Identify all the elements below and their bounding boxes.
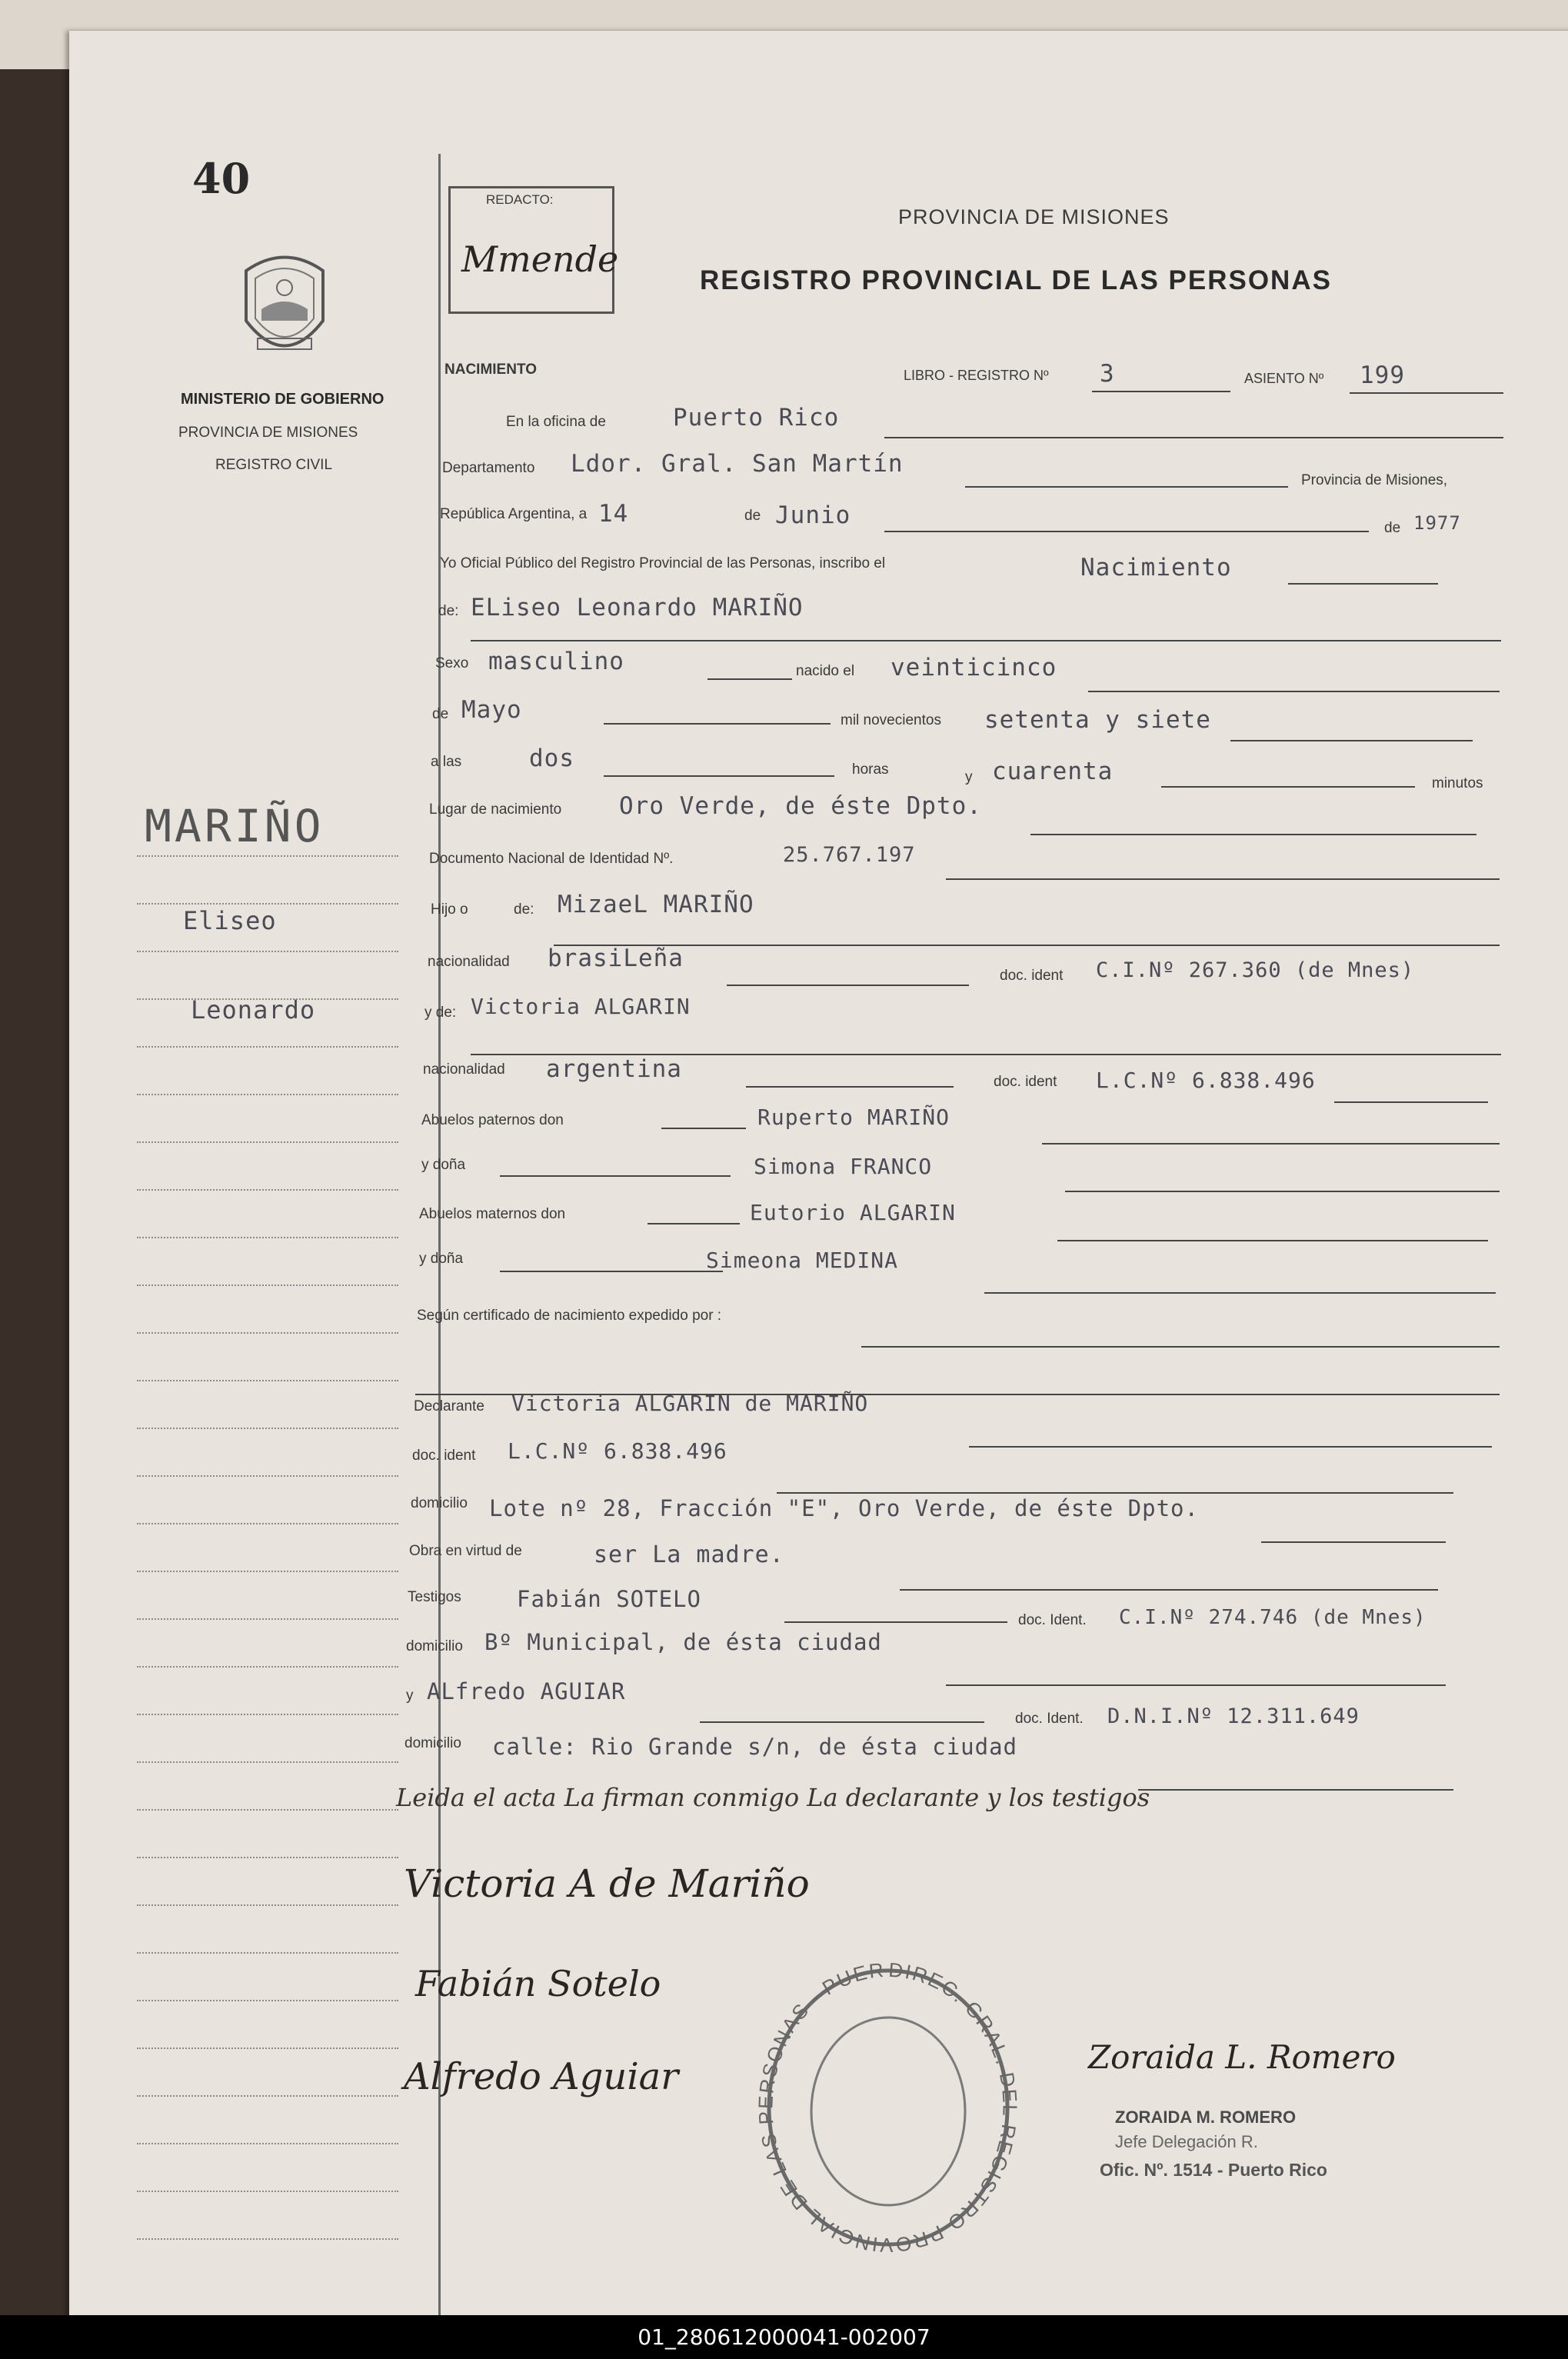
doc-madre-value: L.C.Nº 6.838.496 [1096,1068,1316,1093]
padre-label: de: [514,901,534,918]
year-value: 1977 [1413,512,1461,534]
sexo-value: masculino [488,648,624,675]
ab-pat-pre-line [661,1128,746,1129]
declarante-label: Declarante [414,1398,484,1414]
nacido-value: veinticinco [891,654,1057,681]
testigo1-doc-label: doc. Ident. [1018,1612,1087,1628]
oficina-value: Puerto Rico [673,404,840,431]
lugar-label: Lugar de nacimiento [429,801,562,818]
de-mes-label: de [432,706,449,722]
margin-ruled-line [137,1475,398,1477]
mes-value: Mayo [461,696,522,724]
minutos-value: cuarenta [992,758,1114,785]
hijo-suffix: o [460,901,468,918]
registry-label: REGISTRO CIVIL [215,457,333,473]
redacto-label: REDACTO: [486,192,554,207]
ab-mat-label: Abuelos maternos don [419,1206,566,1222]
obra-line [900,1589,1438,1591]
year-label: de [1384,520,1401,536]
official-name: ZORAIDA M. ROMERO [1115,2107,1297,2127]
testigo2-value: ALfredo AGUIAR [427,1678,626,1704]
nac-madre-value: argentina [546,1055,682,1083]
month-value: Junio [775,501,851,529]
hijo-label: Hijo [431,901,456,918]
testigo1-value: Fabián SOTELO [517,1586,701,1612]
month-line [884,531,1369,532]
ab-pat-dona: Simona FRANCO [754,1154,933,1179]
signature-testigo2: Alfredo Aguiar [404,2055,679,2098]
horas-line [604,775,834,777]
ab-pat-dona-label: y doña [421,1157,466,1173]
signature-declarante: Victoria A de Mariño [404,1861,810,1906]
ab-pat-dona-line [1065,1191,1500,1192]
departamento-line [965,486,1288,488]
ab-mat-don: Eutorio ALGARIN [750,1200,956,1225]
margin-ruled-line [137,1714,398,1715]
margin-first-name: Eliseo [183,906,277,935]
margin-ruled-line [137,2238,398,2240]
departamento-value: Ldor. Gral. San Martín [571,450,904,478]
nac-padre-value: brasiLeña [548,945,684,972]
ministry-label: MINISTERIO DE GOBIERNO [181,391,385,408]
margin-ruled-line [137,855,398,857]
oficina-label: En la oficina de [506,414,606,430]
asiento-line [1350,392,1503,394]
republica-label: República Argentina, a [440,506,588,522]
madre-label: y de: [424,1005,457,1021]
a-las-label: a las [431,754,462,770]
page-number: 40 [192,154,251,203]
official-role: Jefe Delegación R. [1115,2132,1258,2151]
province-label: PROVINCIA DE MISIONES [178,425,358,441]
ab-pat-line [1042,1143,1500,1145]
testigo1-line [784,1621,1007,1623]
svg-text:DIREC. GRAL. DEL REGISTRO PROV [750,1954,1022,2257]
margin-ruled-line [137,1809,398,1811]
dom2-label: domicilio [404,1735,461,1751]
mes-line [604,723,831,725]
domicilio-label: domicilio [411,1495,468,1511]
nac-madre-label: nacionalidad [423,1061,505,1078]
provincia-label: Provincia de Misiones, [1301,472,1448,488]
official-stamp [750,1954,1027,2261]
margin-ruled-line [137,1428,398,1429]
decl-doc-line [777,1492,1453,1494]
acto-line [1288,583,1438,585]
nombre-value: ELiseo Leonardo MARIÑO [471,594,804,621]
redacto-value: Mmende [461,238,619,280]
margin-ruled-line [137,1237,398,1238]
testigo2-doc-label: doc. Ident. [1015,1711,1084,1727]
margin-surname: MARIÑO [145,800,325,852]
margin-ruled-line [137,951,398,952]
certificado-line [861,1346,1500,1348]
domicilio-line [1261,1541,1446,1543]
margin-ruled-line [137,998,398,1000]
testigo2-doc-value: D.N.I.Nº 12.311.649 [1107,1704,1360,1728]
asiento-value: 199 [1360,362,1405,389]
sexo-line [707,678,792,680]
padre-line [554,945,1500,946]
nac-padre-line [727,985,969,986]
margin-ruled-line [137,1761,398,1763]
madre-value: Victoria ALGARIN [471,994,691,1019]
margin-ruled-line [137,1141,398,1143]
day-value: 14 [598,500,629,528]
anio-line [1230,740,1473,741]
de-label: de [744,508,761,524]
dom1-value: Bº Municipal, de ésta ciudad [484,1629,882,1655]
declarante-value: Victoria ALGARIN de MARIÑO [511,1391,869,1416]
certificado-label: Según certificado de nacimiento expedido por : [417,1308,722,1324]
ab-mat-dona-pre-line [500,1271,723,1272]
margin-ruled-line [137,2143,398,2144]
anio-value: setenta y siete [984,706,1211,734]
margin-ruled-line [137,1857,398,1858]
signature-oficial: Zoraida L. Romero [1088,2038,1396,2076]
nacido-label: nacido el [796,663,855,679]
ab-mat-dona: Simeona MEDINA [706,1248,899,1273]
padre-value: MizaeL MARIÑO [558,891,754,918]
documento-value: 25.767.197 [783,843,916,867]
nac-madre-line [746,1086,954,1088]
decl-doc-label: doc. ident [412,1448,476,1464]
ab-pat-dona-pre-line [500,1175,731,1177]
ab-pat-label: Abuelos paternos don [421,1112,564,1128]
section-label: NACIMIENTO [444,362,537,378]
nac-padre-label: nacionalidad [428,954,510,970]
testigo2-line [700,1721,984,1723]
ab-mat-dona-label: y doña [419,1251,464,1267]
documento-label: Documento Nacional de Identidad Nº. [429,851,674,867]
horas-value: dos [529,745,574,772]
obra-value: ser La madre. [594,1541,784,1568]
coat-of-arms-icon [231,248,338,371]
doc-padre-value: C.I.Nº 267.360 (de Mnes) [1096,958,1415,982]
testigo1-doc-value: C.I.Nº 274.746 (de Mnes) [1119,1606,1427,1629]
ab-pat-don: Ruperto MARIÑO [757,1105,950,1130]
minutos-label: minutos [1432,775,1483,791]
margin-ruled-line [137,903,398,905]
margin-ruled-line [137,1332,398,1334]
mil-label: mil novecientos [841,712,941,728]
margin-ruled-line [137,1189,398,1191]
libro-value: 3 [1100,360,1115,388]
obra-label: Obra en virtud de [409,1543,522,1559]
oficial-text: Yo Oficial Público del Registro Provincial de las Personas, inscribo el [440,555,886,571]
margin-ruled-line [137,1094,398,1095]
domicilio-value: Lote nº 28, Fracción "E", Oro Verde, de éste Dpto. [489,1495,1199,1521]
stamp-text: DIREC. GRAL. DEL REGISTRO PROVINCIAL DE LAS PERSONAS - PUER [754,1958,1022,2257]
documento-line [946,878,1500,880]
margin-ruled-line [137,1046,398,1048]
margin-middle-name: Leonardo [191,995,316,1025]
header-title: REGISTRO PROVINCIAL DE LAS PERSONAS [700,265,1332,295]
oficina-line [884,437,1503,438]
margin-ruled-line [137,1284,398,1286]
dom2-value: calle: Rio Grande s/n, de ésta ciudad [492,1734,1018,1760]
nombre-line [471,640,1501,641]
margin-ruled-line [137,1666,398,1668]
asiento-label: ASIENTO Nº [1244,371,1324,386]
y-testigo-label: y [406,1688,414,1704]
closing-text: Leida el acta La firman conmigo La declarante y los testigos [396,1783,1150,1812]
doc-padre-label: doc. ident [1000,968,1064,984]
libro-label: LIBRO - REGISTRO Nº [904,368,1049,383]
dom1-label: domicilio [406,1638,463,1654]
y-label: y [965,769,973,785]
decl-doc-value: L.C.Nº 6.838.496 [508,1438,727,1464]
doc-madre-label: doc. ident [994,1074,1057,1090]
testigos-label: Testigos [408,1589,461,1605]
dom2-line [1138,1789,1453,1791]
sexo-label: Sexo [435,655,469,671]
margin-ruled-line [137,2095,398,2097]
margin-ruled-line [137,1380,398,1381]
margin-ruled-line [137,2191,398,2192]
margin-ruled-line [137,1618,398,1620]
footer-filename: 01_280612000041-002007 [638,2324,930,2350]
acto-value: Nacimiento [1080,554,1232,581]
ab-mat-pre-line [648,1223,740,1224]
doc-madre-line [1334,1101,1488,1103]
official-office: Ofic. Nº. 1514 - Puerto Rico [1100,2160,1327,2180]
margin-ruled-line [137,1571,398,1572]
de-nombre-label: de: [438,603,459,619]
ab-mat-line [1057,1240,1488,1241]
signature-testigo1: Fabián Sotelo [415,1963,661,2004]
margin-ruled-line [137,2047,398,2049]
margin-ruled-line [137,1523,398,1524]
departamento-label: Departamento [442,460,535,476]
lugar-line [1030,834,1476,835]
dom1-line [946,1684,1446,1686]
minutos-line [1161,786,1415,788]
declarante-line [969,1446,1492,1448]
header-province: PROVINCIA DE MISIONES [898,205,1170,228]
lugar-value: Oro Verde, de éste Dpto. [619,792,982,820]
libro-line [1092,391,1230,392]
ab-mat-dona-line [984,1292,1496,1294]
margin-ruled-line [137,1952,398,1954]
horas-label: horas [852,761,889,778]
margin-ruled-line [137,1904,398,1906]
nacido-line [1088,691,1500,692]
margin-ruled-line [137,2000,398,2001]
